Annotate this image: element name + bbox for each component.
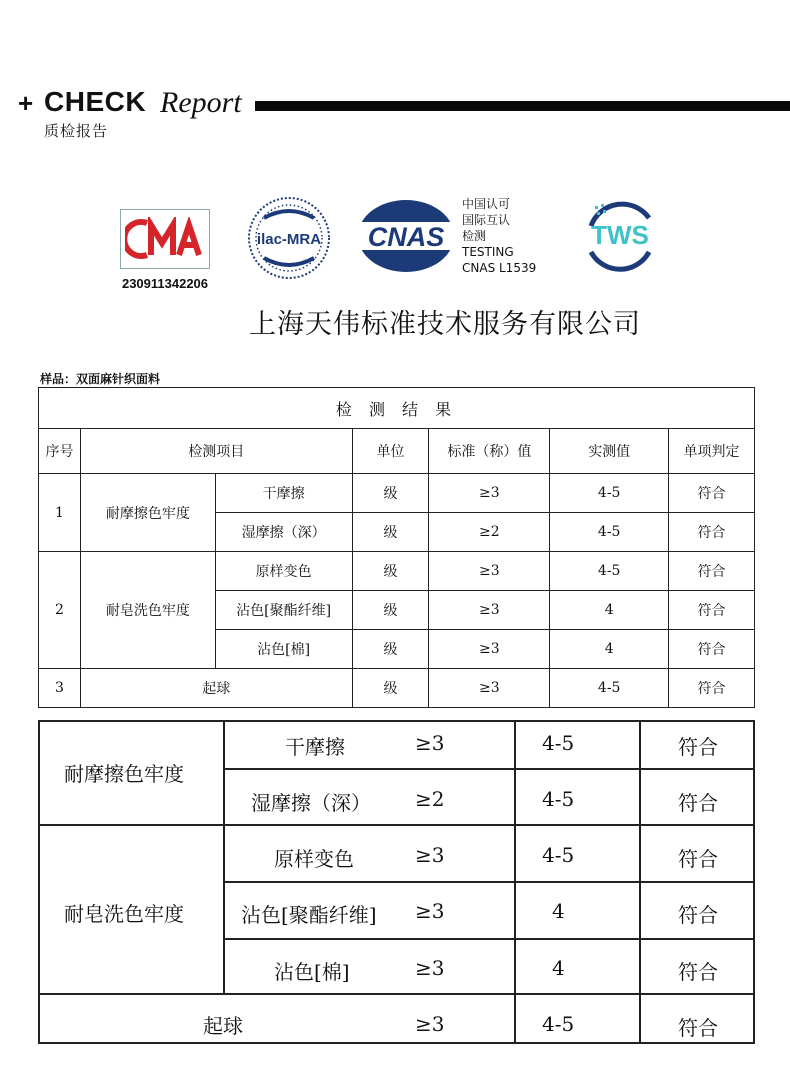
row-no: 2 <box>39 552 81 669</box>
enlarged-results-table <box>38 720 755 1044</box>
company-name: 上海天伟标准技术服务有限公司 <box>249 309 641 340</box>
enlarged-measured: 4-5 <box>542 731 575 755</box>
header-report-title: Report <box>160 86 242 119</box>
enlarged-item: 耐摩擦色牢度 <box>64 762 184 786</box>
row-standard: ≥2 <box>429 513 550 552</box>
enlarged-subitem: 干摩擦 <box>285 735 345 759</box>
enlarged-standard: ≥3 <box>415 843 445 867</box>
enlarged-measured: 4-5 <box>542 843 575 867</box>
header-standard: 标准（称）值 <box>429 429 550 474</box>
ilac-mra-logo <box>246 196 332 280</box>
row-no: 3 <box>39 669 81 708</box>
cnas-line: 检测 <box>462 229 487 243</box>
row-unit: 级 <box>352 630 429 669</box>
enlarged-subitem: 沾色[聚酯纤维] <box>241 903 377 927</box>
header-no: 序号 <box>39 429 81 474</box>
plus-icon: + <box>18 88 34 118</box>
cnas-line: TESTING <box>462 245 514 259</box>
table-divider <box>223 938 755 940</box>
enlarged-judgement: 符合 <box>678 847 718 871</box>
table-divider <box>38 824 755 826</box>
row-measured: 4 <box>550 591 669 630</box>
cnas-line: 中国认可 <box>462 197 511 211</box>
row-subitem: 沾色[棉] <box>215 630 352 669</box>
enlarged-standard: ≥3 <box>415 1012 445 1036</box>
row-unit: 级 <box>352 474 429 513</box>
tws-logo <box>577 196 663 274</box>
table-border <box>38 1042 755 1044</box>
results-title: 检 测 结 果 <box>39 388 755 429</box>
enlarged-judgement: 符合 <box>678 960 718 984</box>
row-measured: 4-5 <box>550 474 669 513</box>
row-unit: 级 <box>352 591 429 630</box>
results-table <box>38 387 755 708</box>
table-divider <box>223 881 755 883</box>
row-item: 耐皂洗色牢度 <box>80 552 215 669</box>
row-unit: 级 <box>352 669 429 708</box>
row-judgement: 符合 <box>669 591 755 630</box>
row-measured: 4-5 <box>550 513 669 552</box>
enlarged-subitem: 湿摩擦（深） <box>251 791 371 815</box>
enlarged-standard: ≥3 <box>415 899 445 923</box>
row-unit: 级 <box>352 513 429 552</box>
sample-label: 样品：双面麻针织面料 <box>40 372 161 386</box>
row-subitem: 干摩擦 <box>215 474 352 513</box>
header-judgement: 单项判定 <box>669 429 755 474</box>
enlarged-judgement: 符合 <box>678 791 718 815</box>
cnas-caption <box>462 196 536 276</box>
enlarged-judgement: 符合 <box>678 903 718 927</box>
row-measured: 4-5 <box>550 669 669 708</box>
cma-mark <box>125 217 205 261</box>
header-subtitle: 质检报告 <box>44 122 109 140</box>
svg-text:CNAS: CNAS <box>367 222 445 252</box>
row-judgement: 符合 <box>669 630 755 669</box>
cnas-line: 国际互认 <box>462 213 511 227</box>
row-standard: ≥3 <box>429 669 550 708</box>
row-standard: ≥3 <box>429 474 550 513</box>
table-divider <box>514 720 516 1044</box>
row-item: 起球 <box>80 669 352 708</box>
row-standard: ≥3 <box>429 591 550 630</box>
row-unit: 级 <box>352 552 429 591</box>
table-row <box>39 669 755 708</box>
enlarged-measured: 4 <box>552 899 565 923</box>
table-row <box>39 552 755 591</box>
table-divider <box>639 720 641 1044</box>
enlarged-subitem: 沾色[棉] <box>274 960 350 984</box>
table-border <box>38 720 40 1044</box>
table-divider <box>223 768 755 770</box>
enlarged-measured: 4-5 <box>542 1012 575 1036</box>
cnas-line: CNAS L1539 <box>462 261 537 275</box>
header-measured: 实测值 <box>550 429 669 474</box>
enlarged-item: 起球 <box>203 1014 243 1038</box>
enlarged-measured: 4 <box>552 956 565 980</box>
table-row <box>39 474 755 513</box>
enlarged-standard: ≥3 <box>415 731 445 755</box>
row-no: 1 <box>39 474 81 552</box>
row-judgement: 符合 <box>669 474 755 513</box>
table-divider <box>38 993 755 995</box>
header-check-title: CHECK <box>44 86 147 117</box>
enlarged-judgement: 符合 <box>678 1016 718 1040</box>
cma-number: 230911342206 <box>121 276 209 291</box>
cnas-logo <box>356 198 456 274</box>
header-rule <box>255 101 790 111</box>
row-standard: ≥3 <box>429 630 550 669</box>
enlarged-standard: ≥3 <box>415 956 445 980</box>
row-standard: ≥3 <box>429 552 550 591</box>
svg-text:ilac-MRA: ilac-MRA <box>256 231 322 248</box>
cma-logo <box>120 209 210 269</box>
row-subitem: 沾色[聚酯纤维] <box>215 591 352 630</box>
enlarged-judgement: 符合 <box>678 735 718 759</box>
svg-text:TWS: TWS <box>591 220 649 250</box>
row-item: 耐摩擦色牢度 <box>80 474 215 552</box>
enlarged-subitem: 原样变色 <box>274 847 354 871</box>
row-measured: 4-5 <box>550 552 669 591</box>
row-measured: 4 <box>550 630 669 669</box>
row-subitem: 原样变色 <box>215 552 352 591</box>
enlarged-item: 耐皂洗色牢度 <box>64 902 184 926</box>
enlarged-standard: ≥2 <box>415 787 445 811</box>
table-border <box>38 720 755 722</box>
table-divider <box>223 720 225 993</box>
row-judgement: 符合 <box>669 552 755 591</box>
header-item: 检测项目 <box>80 429 352 474</box>
row-judgement: 符合 <box>669 513 755 552</box>
enlarged-measured: 4-5 <box>542 787 575 811</box>
row-judgement: 符合 <box>669 669 755 708</box>
header-unit: 单位 <box>352 429 429 474</box>
row-subitem: 湿摩擦（深） <box>215 513 352 552</box>
